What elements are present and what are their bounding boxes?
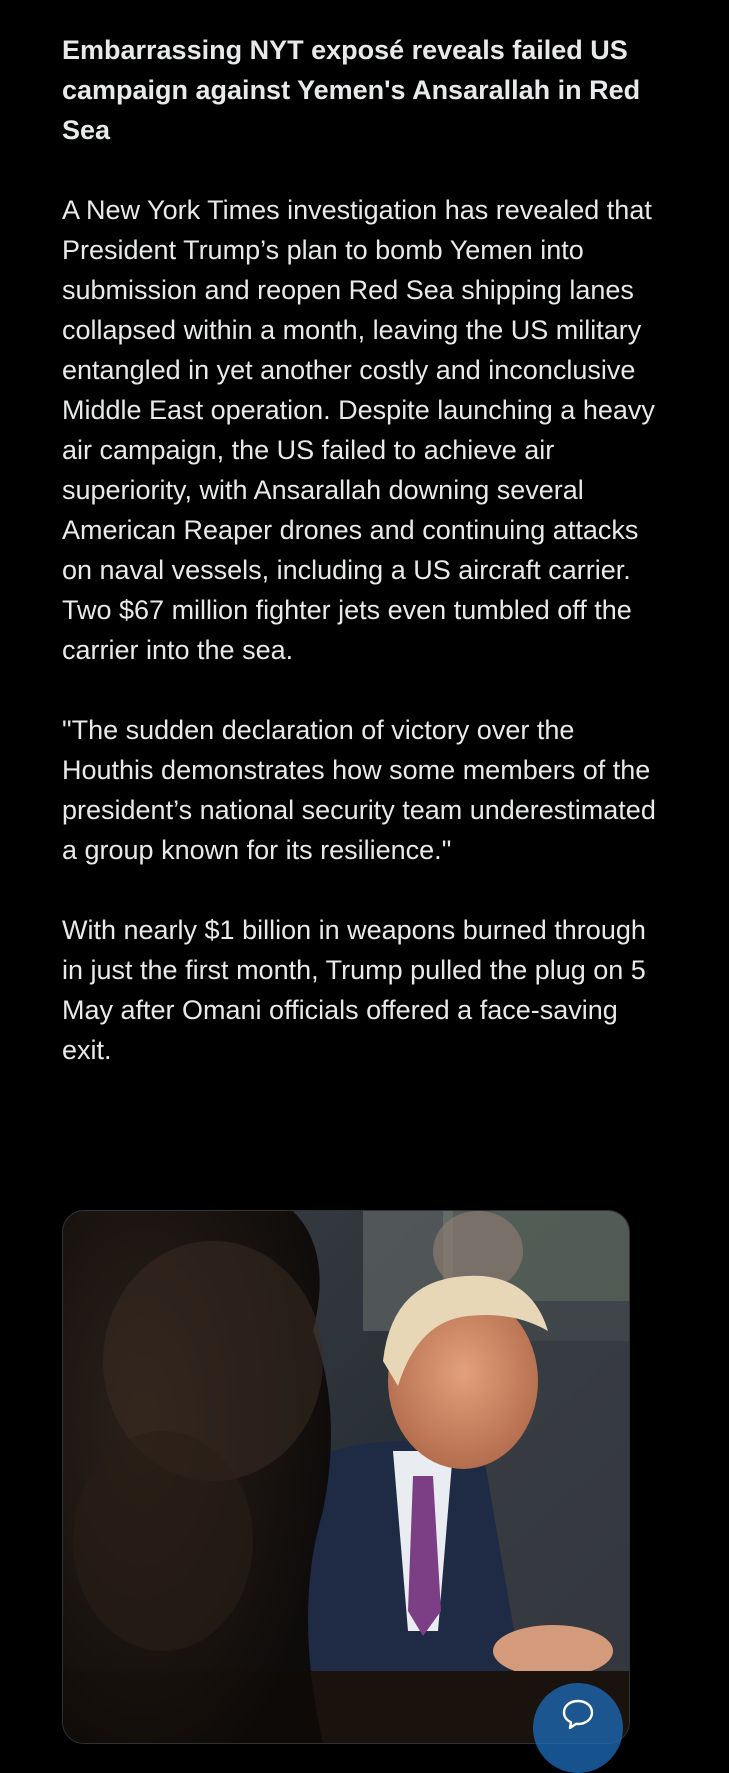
chat-button[interactable] xyxy=(533,1683,623,1773)
post-text xyxy=(62,30,662,1070)
chat-bubble-icon xyxy=(561,1697,595,1731)
post-photo[interactable] xyxy=(62,1210,630,1744)
post-title: Embarrassing NYT exposé reveals failed US campaign against Yemen's Ansarallah in Red Sea xyxy=(62,35,641,145)
post-paragraph-3: With nearly $1 billion in weapons burned through in just the first month, Trump pulled the plug on 5 May after Omani officials offered a face-saving exit. xyxy=(62,915,646,1065)
photo-icon xyxy=(63,1211,629,1743)
post-paragraph-1: A New York Times investigation has revealed that President Trump’s plan to bomb Yemen into submission and reopen Red Sea shipping lanes collapsed within a month, leaving the US military entangled in yet another costly and inconclusive Middle East operation. Despite launching a heavy air campaign, the US failed to achieve air superiority, with Ansarallah downing several American Reaper drones and continuing attacks on naval vessels, including a US aircraft carrier. Two $67 million fighter jets even tumbled off the carrier into the sea. xyxy=(62,195,655,665)
post-paragraph-2: "The sudden declaration of victory over the Houthis demonstrates how some members of the president’s national security team underestimated a group known for its resilience." xyxy=(62,715,656,865)
